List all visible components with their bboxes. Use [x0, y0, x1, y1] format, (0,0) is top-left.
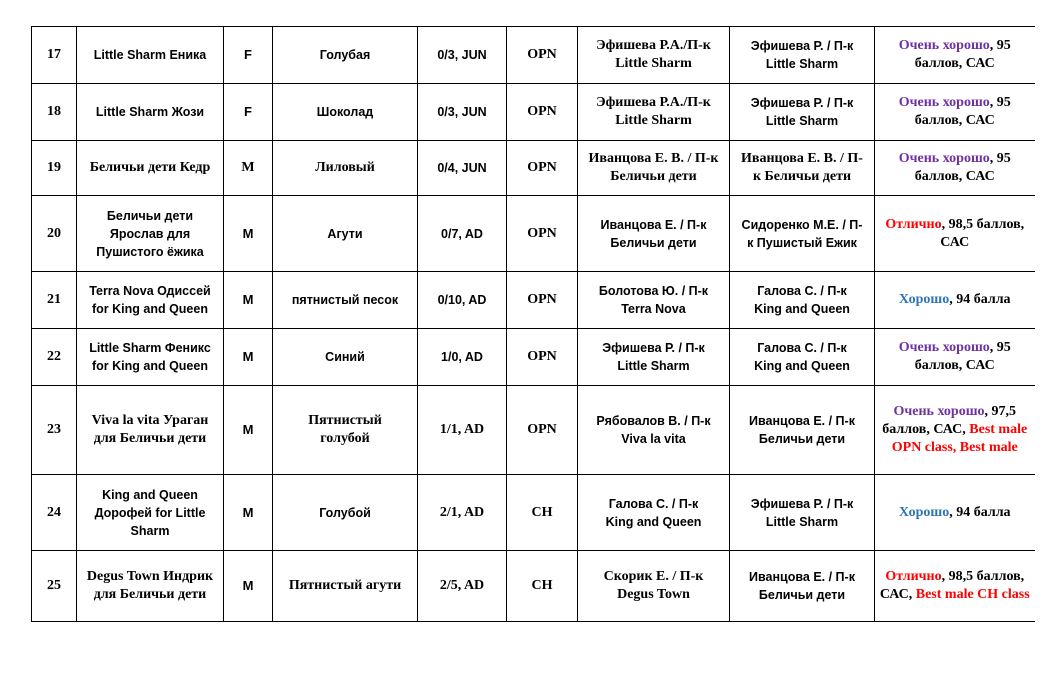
breeder-cell-line: Эфишева Р. / П-к: [602, 341, 705, 355]
breeder-cell-line: Viva la vita: [621, 432, 686, 446]
breeder-cell: [578, 551, 730, 622]
age-group-cell-text: 1/0, AD: [441, 350, 483, 364]
coat-color-cell: [273, 272, 418, 329]
breeder-cell-line: Degus Town: [617, 587, 690, 602]
table-row: [32, 272, 1035, 329]
owner-cell-line: Little Sharm: [765, 57, 839, 71]
class-cell-text: OPN: [527, 349, 557, 364]
breeder-cell: [578, 84, 730, 141]
class-cell: [507, 329, 578, 386]
owner-cell: [730, 551, 875, 622]
table-row: [32, 27, 1035, 84]
owner-cell-line: Эфишева Р. / П-к: [750, 39, 854, 53]
animal-name-cell-line: для Беличьи дети: [93, 431, 207, 446]
animal-name-cell-line: for King and Queen: [92, 359, 208, 373]
age-group-cell-text: 0/7, AD: [441, 226, 483, 241]
sex-cell: [224, 551, 273, 622]
owner-cell-line: King and Queen: [754, 359, 850, 373]
owner-cell-line: Little Sharm: [765, 514, 839, 529]
age-group-cell-text: 0/10, AD: [437, 293, 487, 307]
breeder-cell-line: Галова С. / П-к: [608, 496, 699, 511]
animal-name-cell-line: для Беличьи дети: [93, 587, 207, 602]
table-row: [32, 475, 1035, 551]
age-group-cell: [418, 141, 507, 196]
coat-color-cell: [273, 475, 418, 551]
breeder-cell-line: King and Queen: [605, 514, 702, 529]
sex-cell: [224, 27, 273, 84]
animal-name-cell: [77, 196, 224, 272]
animal-name-cell-line: Sharm: [130, 523, 170, 538]
owner-cell-line: Иванцова Е. / П-к: [749, 414, 855, 428]
class-cell: [507, 272, 578, 329]
sex-cell-text: M: [242, 578, 254, 593]
grade-label: Хорошо: [898, 292, 950, 307]
entry-number-cell: [32, 27, 77, 84]
breeder-cell-line: Little Sharm: [617, 359, 690, 373]
breeder-cell-line: Little Sharm: [615, 113, 692, 128]
class-cell: [507, 475, 578, 551]
class-cell: [507, 141, 578, 196]
table-row: [32, 386, 1035, 475]
entry-number-cell: [32, 329, 77, 386]
animal-name-cell: [77, 551, 224, 622]
age-group-cell-text: 0/3, JUN: [437, 48, 487, 62]
breeder-cell: [578, 386, 730, 475]
results-table: [31, 26, 1035, 622]
owner-cell: [730, 475, 875, 551]
class-cell: [507, 386, 578, 475]
coat-color-cell-line: Агути: [327, 226, 363, 241]
coat-color-cell: [273, 196, 418, 272]
animal-name-cell-line: Беличьи дети Кедр: [89, 160, 211, 175]
animal-name-cell-line: Degus Town Индрик: [86, 569, 214, 584]
sex-cell-text: M: [242, 422, 254, 437]
age-group-cell: [418, 27, 507, 84]
entry-number-cell-text: 20: [47, 225, 61, 241]
age-group-cell: [418, 84, 507, 141]
age-group-cell-text: 2/1, AD: [439, 504, 485, 520]
coat-color-cell-line: Пятнистый агути: [288, 578, 402, 593]
coat-color-cell: [273, 551, 418, 622]
age-group-cell: [418, 329, 507, 386]
owner-cell-line: Эфишева Р. / П-к: [750, 496, 854, 511]
age-group-cell-text: 2/5, AD: [439, 578, 485, 593]
breeder-cell-line: Болотова Ю. / П-к: [598, 284, 709, 298]
best-award: Best male OPN class, Best male: [891, 422, 1028, 455]
owner-cell: [730, 141, 875, 196]
breeder-cell: [578, 196, 730, 272]
sex-cell-text: F: [244, 104, 252, 119]
owner-cell: [730, 27, 875, 84]
age-group-cell: [418, 551, 507, 622]
grade-label: Очень хорошо: [898, 95, 990, 110]
grade-label: Очень хорошо: [898, 38, 990, 53]
table-row: [32, 141, 1035, 196]
owner-cell: [730, 84, 875, 141]
coat-color-cell-line: Голубой: [319, 505, 371, 520]
owner-cell-line: Иванцова Е. / П-к: [749, 570, 855, 584]
owner-cell-line: Сидоренко М.Е. / П-: [741, 217, 863, 232]
owner-cell-line: Little Sharm: [765, 114, 839, 128]
animal-name-cell-line: Viva la vita Ураган: [91, 413, 209, 428]
sex-cell-text: M: [242, 225, 254, 241]
class-cell-text: CH: [531, 578, 553, 593]
result-cell: [875, 272, 1035, 329]
score-text: , 98,5 баллов, САС: [940, 216, 1025, 250]
class-cell-text: OPN: [527, 160, 557, 175]
owner-cell: [730, 272, 875, 329]
owner-cell: [730, 386, 875, 475]
breeder-cell: [578, 475, 730, 551]
entry-number-cell: [32, 196, 77, 272]
coat-color-cell-line: Синий: [325, 350, 365, 364]
owner-cell-line: Иванцова Е. В. / П-: [741, 151, 863, 166]
coat-color-cell: [273, 141, 418, 196]
animal-name-cell-line: Terra Nova Одиссей: [89, 284, 211, 298]
coat-color-cell-line: голубой: [320, 431, 370, 446]
breeder-cell-line: Иванцова Е. В. / П-к: [588, 151, 719, 166]
table-row: [32, 329, 1035, 386]
class-cell-text: OPN: [527, 292, 557, 307]
score-text: , 95 баллов, САС: [914, 340, 1011, 373]
sex-cell: [224, 196, 273, 272]
breeder-cell-line: Little Sharm: [615, 56, 692, 71]
owner-cell-line: Эфишева Р. / П-к: [750, 96, 854, 110]
animal-name-cell: [77, 84, 224, 141]
score-text: , 95 баллов, САС: [914, 95, 1011, 128]
entry-number-cell-text: 23: [47, 422, 61, 437]
result-cell: [875, 386, 1035, 475]
sex-cell-text: F: [244, 47, 252, 62]
animal-name-cell-line: Little Sharm Еника: [93, 48, 207, 62]
owner-cell-line: Галова С. / П-к: [757, 341, 847, 355]
animal-name-cell: [77, 27, 224, 84]
coat-color-cell-line: Пятнистый: [308, 413, 382, 428]
table-row: [32, 84, 1035, 141]
best-award: Best male CH class: [915, 587, 1030, 602]
class-cell-text: OPN: [527, 47, 557, 62]
animal-name-cell: [77, 386, 224, 475]
result-cell: [875, 27, 1035, 84]
entry-number-cell: [32, 272, 77, 329]
table-row: [32, 196, 1035, 272]
coat-color-cell-line: Шоколад: [316, 105, 374, 119]
animal-name-cell-line: Беличьи дети: [106, 208, 194, 223]
result-cell: [875, 551, 1035, 622]
animal-name-cell-line: Ярослав для: [109, 226, 191, 241]
age-group-cell: [418, 272, 507, 329]
age-group-cell-text: 1/1, AD: [439, 422, 485, 437]
grade-label: Хорошо: [898, 504, 950, 520]
breeder-cell-line: Эфишева Р.А./П-к: [596, 95, 711, 110]
result-cell: [875, 196, 1035, 272]
sex-cell-text: M: [242, 349, 254, 364]
breeder-cell: [578, 272, 730, 329]
sex-cell-text: M: [242, 292, 254, 307]
coat-color-cell-line: пятнистый песок: [291, 293, 399, 307]
animal-name-cell: [77, 272, 224, 329]
owner-cell-line: Беличьи дети: [758, 432, 846, 446]
coat-color-cell: [273, 27, 418, 84]
breeder-cell-line: Беличьи дети: [610, 169, 697, 184]
sex-cell: [224, 329, 273, 386]
grade-label: Очень хорошо: [898, 151, 990, 166]
owner-cell: [730, 329, 875, 386]
sex-cell: [224, 141, 273, 196]
class-cell-text: CH: [531, 504, 553, 520]
entry-number-cell: [32, 141, 77, 196]
entry-number-cell: [32, 84, 77, 141]
animal-name-cell-line: Little Sharm Феникс: [89, 341, 211, 355]
owner-cell: [730, 196, 875, 272]
breeder-cell-line: Иванцова Е. / П-к: [600, 217, 707, 232]
entry-number-cell-text: 25: [47, 578, 61, 593]
animal-name-cell: [77, 475, 224, 551]
breeder-cell-line: Эфишева Р.А./П-к: [596, 38, 711, 53]
owner-cell-line: King and Queen: [754, 302, 850, 316]
animal-name-cell: [77, 141, 224, 196]
breeder-cell-line: Беличьи дети: [610, 235, 697, 250]
age-group-cell: [418, 196, 507, 272]
table-body: [32, 27, 1035, 622]
sex-cell-text: M: [241, 160, 255, 175]
animal-name-cell: [77, 329, 224, 386]
coat-color-cell-line: Голубая: [319, 48, 371, 62]
result-cell: [875, 84, 1035, 141]
result-cell: [875, 475, 1035, 551]
breeder-cell: [578, 27, 730, 84]
owner-cell-line: к Беличьи дети: [752, 169, 852, 184]
age-group-cell-text: 0/3, JUN: [437, 105, 487, 119]
sex-cell: [224, 475, 273, 551]
score-text: , 95 баллов, САС: [914, 38, 1011, 71]
score-text: , 94 балла: [949, 292, 1011, 307]
sex-cell: [224, 272, 273, 329]
entry-number-cell: [32, 386, 77, 475]
entry-number-cell: [32, 475, 77, 551]
entry-number-cell-text: 21: [47, 292, 61, 307]
breeder-cell-line: Terra Nova: [621, 302, 686, 316]
animal-name-cell-line: for King and Queen: [92, 302, 208, 316]
animal-name-cell-line: Little Sharm Жози: [95, 105, 205, 119]
class-cell-text: OPN: [527, 422, 557, 437]
class-cell-text: OPN: [527, 225, 557, 241]
entry-number-cell-text: 17: [47, 47, 61, 62]
breeder-cell: [578, 329, 730, 386]
grade-label: Отлично: [885, 569, 942, 584]
class-cell: [507, 551, 578, 622]
score-text: , 94 балла: [949, 504, 1011, 520]
coat-color-cell: [273, 386, 418, 475]
table-row: [32, 551, 1035, 622]
entry-number-cell: [32, 551, 77, 622]
result-cell: [875, 141, 1035, 196]
age-group-cell-text: 0/4, JUN: [437, 161, 487, 175]
coat-color-cell: [273, 329, 418, 386]
grade-label: Отлично: [885, 216, 942, 232]
entry-number-cell-text: 22: [47, 349, 61, 364]
score-text: , 97,5 баллов, САС,: [882, 404, 1017, 437]
sex-cell: [224, 84, 273, 141]
class-cell: [507, 27, 578, 84]
breeder-cell: [578, 141, 730, 196]
owner-cell-line: к Пушистый Ежик: [747, 235, 857, 250]
class-cell: [507, 196, 578, 272]
result-cell: [875, 329, 1035, 386]
animal-name-cell-line: Дорофей for Little: [94, 505, 206, 520]
class-cell-text: OPN: [527, 104, 557, 119]
class-cell: [507, 84, 578, 141]
coat-color-cell: [273, 84, 418, 141]
entry-number-cell-text: 24: [47, 504, 61, 520]
sex-cell: [224, 386, 273, 475]
owner-cell-line: Галова С. / П-к: [757, 284, 847, 298]
age-group-cell: [418, 475, 507, 551]
score-text: , 95 баллов, САС: [914, 151, 1011, 184]
animal-name-cell-line: King and Queen: [102, 487, 198, 502]
score-text: , 98,5 баллов, САС,: [879, 569, 1025, 602]
age-group-cell: [418, 386, 507, 475]
entry-number-cell-text: 19: [47, 160, 61, 175]
breeder-cell-line: Рябовалов В. / П-к: [596, 414, 711, 428]
breeder-cell-line: Скорик Е. / П-к: [603, 569, 704, 584]
animal-name-cell-line: Пушистого ёжика: [96, 244, 204, 259]
grade-label: Очень хорошо: [893, 404, 985, 419]
entry-number-cell-text: 18: [47, 104, 61, 119]
sex-cell-text: M: [242, 504, 254, 520]
grade-label: Очень хорошо: [898, 340, 990, 355]
owner-cell-line: Беличьи дети: [758, 588, 846, 602]
coat-color-cell-line: Лиловый: [315, 160, 375, 175]
